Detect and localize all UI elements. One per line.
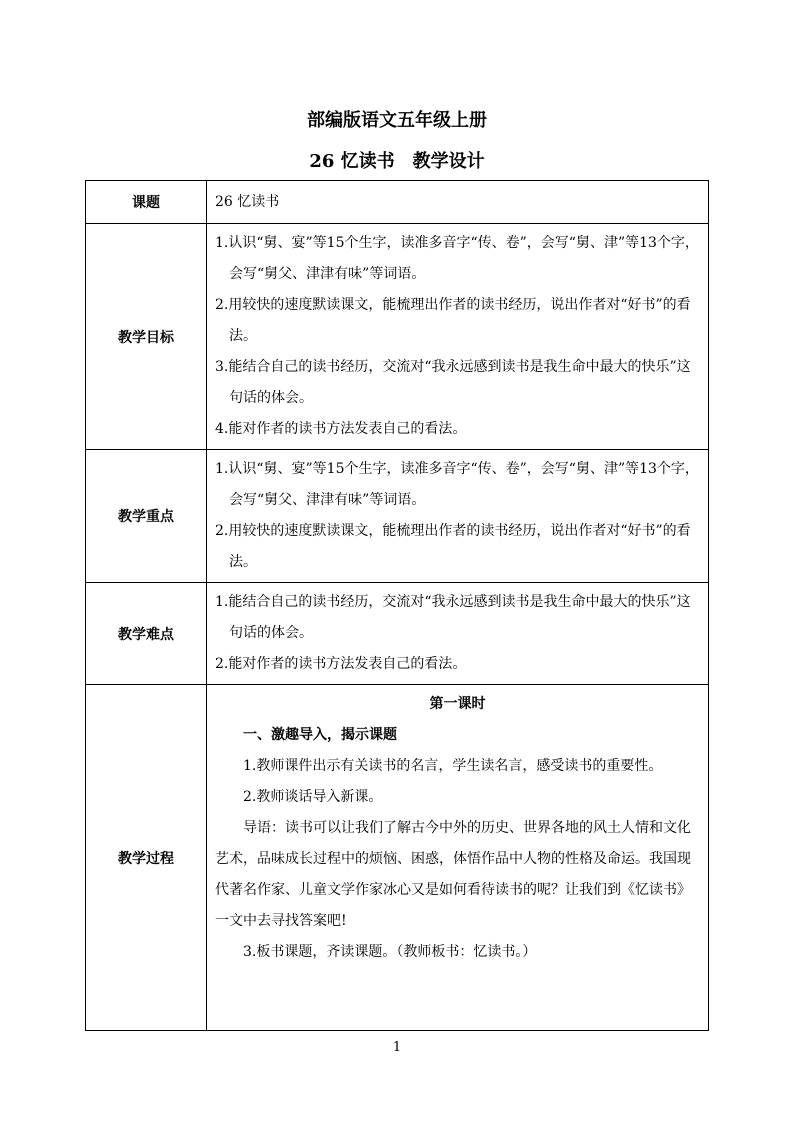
goal-item-4: 4.能对作者的读书方法发表自己的看法。	[215, 421, 467, 437]
goal-item-2: 2.用较快的速度默读课文，能梳理出作者的读书经历，说出作者对“好书”的看法。	[215, 297, 691, 344]
row-subject	[86, 181, 709, 224]
row-key-points	[86, 450, 709, 583]
difficulties-label: 教学难点	[86, 583, 207, 685]
process-cell	[207, 685, 709, 1031]
section-heading: 一、激趣导入，揭示课题	[243, 727, 397, 743]
page-number: 1	[392, 1040, 402, 1055]
page-title: 部编版语文五年级上册	[307, 110, 487, 131]
process-paragraph: 导语：读书可以让我们了解古今中外的历史、世界各地的风土人情和文化艺术，品味成长过程中的烦恼、困惑，体悟作品中人物的性格及命运。我国现代著名作家、儿童文学作家冰心又是如何看待读书的呢？让我们到《忆读书》一文中去寻找答案吧!	[215, 820, 691, 929]
goals-label: 教学目标	[86, 224, 207, 450]
key-point-item-1: 1.认识“舅、宴”等15个生字，读准多音字“传、卷”，会写“舅、津”等13个字，会写“舅父、津津有味”等词语。	[215, 461, 699, 508]
row-goals	[86, 224, 709, 450]
lesson-plan-table	[85, 180, 709, 1031]
process-paragraph: 3.板书课题，齐读课题。（教师板书：忆读书。）	[243, 944, 537, 960]
difficulty-item-1: 1.能结合自己的读书经历，交流对“我永远感到读书是我生命中最大的快乐”这句话的体会。	[215, 594, 691, 641]
row-process	[86, 685, 709, 1031]
row-difficulties	[86, 583, 709, 685]
goals-cell	[207, 224, 709, 450]
subject-value-cell	[207, 181, 709, 224]
goal-item-1: 1.认识“舅、宴”等15个生字，读准多音字“传、卷”，会写“舅、津”等13个字，会写“舅父、津津有味”等词语。	[215, 235, 699, 282]
difficulty-item-2: 2.能对作者的读书方法发表自己的看法。	[215, 656, 467, 672]
key-points-cell	[207, 450, 709, 583]
process-label: 教学过程	[86, 685, 207, 1031]
key-point-item-2: 2.用较快的速度默读课文，能梳理出作者的读书经历，说出作者对“好书”的看法。	[215, 523, 691, 570]
key-points-label: 教学重点	[86, 450, 207, 583]
lesson-title: 26 忆读书 教学设计	[309, 151, 485, 172]
process-paragraph: 1.教师课件出示有关读书的名言，学生读名言，感受读书的重要性。	[243, 758, 663, 774]
process-paragraph: 2.教师谈话导入新课。	[243, 789, 383, 805]
lesson-period-title: 第一课时	[429, 696, 486, 712]
subject-label: 课题	[86, 181, 207, 224]
difficulties-cell	[207, 583, 709, 685]
goal-item-3: 3.能结合自己的读书经历，交流对“我永远感到读书是我生命中最大的快乐”这句话的体会。	[215, 359, 691, 406]
subject-value: 26 忆读书	[215, 194, 280, 210]
